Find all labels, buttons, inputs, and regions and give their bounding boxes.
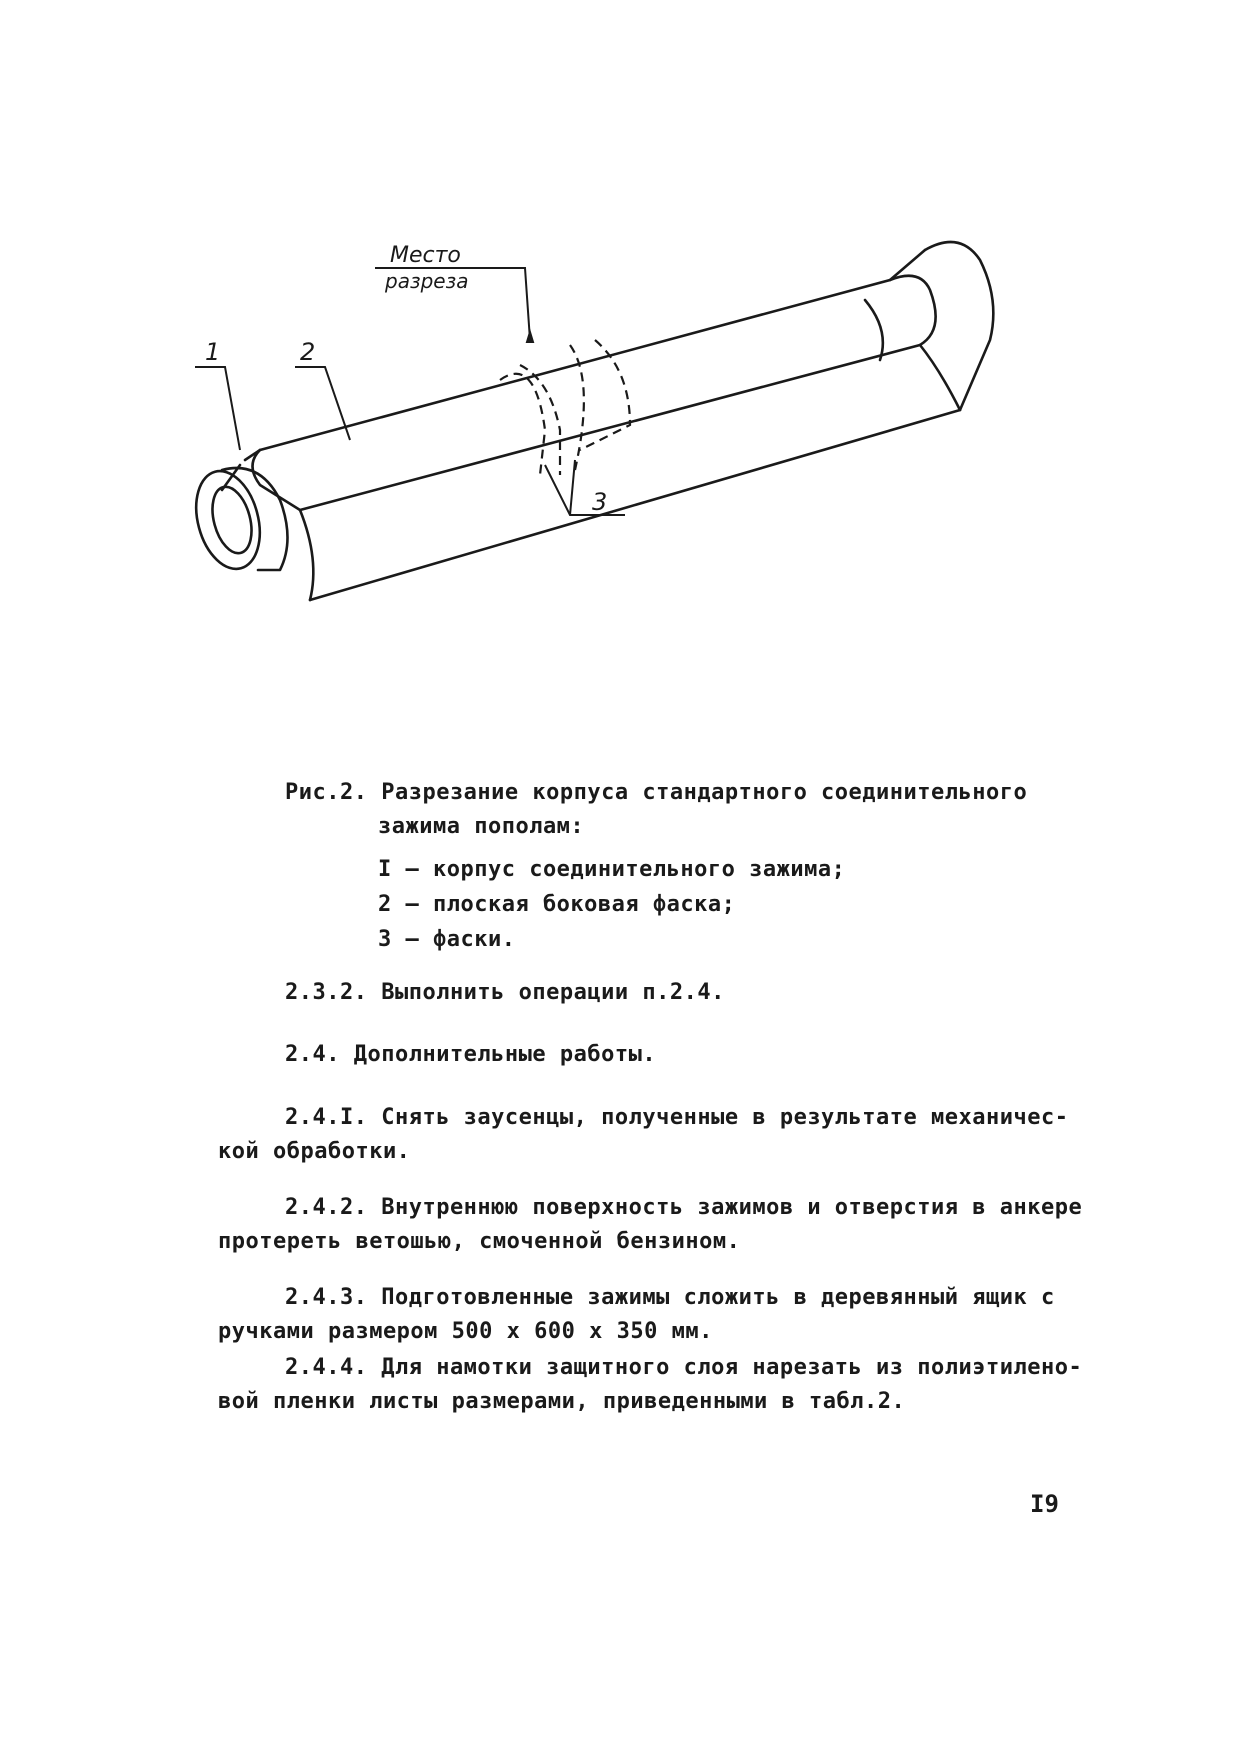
- paragraph-2-4-4-line2: вой пленки листы размерами, приведенными в табл.2.: [218, 1389, 906, 1414]
- left-chamfer: [253, 450, 301, 510]
- figure-caption-title-line1: Рис.2. Разрезание корпуса стандартного соединительного: [285, 780, 1028, 805]
- clamp-figure: [200, 243, 1070, 650]
- figure-caption-item-2: 2 – плоская боковая фаска;: [378, 892, 736, 917]
- leader-3a: [545, 465, 625, 515]
- figure-caption-item-3: 3 – фаски.: [378, 927, 516, 952]
- heading-2-4: 2.4. Дополнительные работы.: [285, 1042, 657, 1067]
- body-ridge-line: [300, 345, 920, 510]
- figure-caption-item-1: I – корпус соединительного зажима;: [378, 857, 846, 882]
- paragraph-2-4-2-line1: 2.4.2. Внутреннюю поверхность зажимов и отверстия в анкере: [285, 1195, 1083, 1220]
- cut-chamfer-lines: [500, 340, 630, 475]
- body-bottom-edge: [310, 410, 960, 600]
- label-cut-place-1: Место: [390, 243, 461, 268]
- body-top-edge: [260, 280, 890, 450]
- figure-caption-title-line2: зажима пополам:: [378, 814, 585, 839]
- leader-3b: [570, 460, 575, 515]
- label-3: 3: [592, 488, 608, 516]
- paragraph-2-3-2: 2.3.2. Выполнить операции п.2.4.: [285, 980, 725, 1005]
- clamp-drawing: [200, 243, 1070, 650]
- paragraph-2-4-4-line1: 2.4.4. Для намотки защитного слоя нарезать из полиэтилено-: [285, 1355, 1083, 1380]
- leader-1: [195, 367, 240, 450]
- leader-lines: [195, 268, 625, 515]
- label-1: 1: [205, 338, 221, 366]
- paragraph-2-4-2-line2: протереть ветошью, смоченной бензином.: [218, 1229, 741, 1254]
- page-number: I9: [1030, 1490, 1059, 1518]
- label-2: 2: [300, 338, 316, 366]
- paragraph-2-4-1-line2: кой обработки.: [218, 1139, 411, 1164]
- paragraph-2-4-1-line1: 2.4.I. Снять заусенцы, полученные в результате механичес-: [285, 1105, 1069, 1130]
- paragraph-2-4-3-line2: ручками размером 500 х 600 х 350 мм.: [218, 1319, 713, 1344]
- right-end: [890, 276, 936, 345]
- label-cut-place-2: разреза: [385, 269, 469, 293]
- paragraph-2-4-3-line1: 2.4.3. Подготовленные зажимы сложить в деревянный ящик с: [285, 1285, 1055, 1310]
